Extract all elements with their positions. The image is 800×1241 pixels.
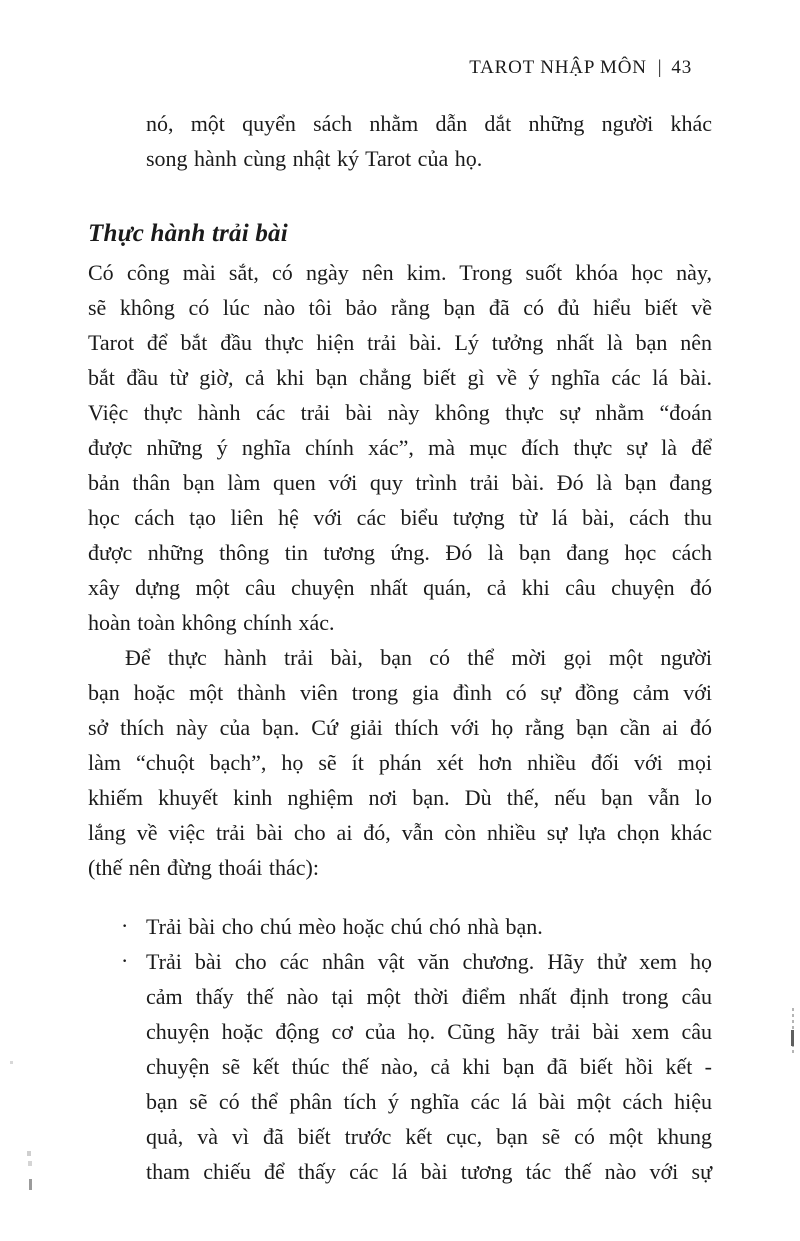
running-title: TAROT NHẬP MÔN [469, 57, 647, 78]
page-number: 43 [671, 57, 692, 78]
text-line: lắng về việc trải bài cho ai đó, vẫn còn nhiều sự lựa chọn khác [88, 820, 712, 845]
text-line: Trải bài cho các nhân vật văn chương. Hãy thử xem họ [146, 949, 712, 974]
page-header [88, 56, 712, 80]
text-line: nó, một quyển sách nhằm dẫn dắt những người khác [146, 111, 712, 136]
scan-artifact [791, 1030, 794, 1046]
text-line: Tarot để bắt đầu thực hiện trải bài. Lý tưởng nhất là bạn nên [88, 330, 712, 355]
text-line: song hành cùng nhật ký Tarot của họ. [146, 146, 483, 171]
text-line: Việc thực hành các trải bài này không thực sự nhằm “đoán [88, 400, 712, 425]
text-line: sở thích này của bạn. Cứ giải thích với họ rằng bạn cần ai đó [88, 715, 712, 740]
scan-artifact [29, 1179, 32, 1190]
text-line: chuyện hoặc động cơ của họ. Cũng hãy trải bài xem câu [146, 1019, 712, 1044]
text-line: sẽ không có lúc nào tôi bảo rằng bạn đã có đủ hiểu biết về [88, 295, 712, 320]
text-line: khiếm khuyết kinh nghiệm nơi bạn. Dù thế, nếu bạn vẫn lo [88, 785, 712, 810]
text-line: Để thực hành trải bài, bạn có thể mời gọi một người [125, 645, 712, 670]
text-line: cảm thấy thế nào tại một thời điểm nhất định trong câu [146, 984, 712, 1009]
text-line: bạn hoặc một thành viên trong gia đình có sự đồng cảm với [88, 680, 712, 705]
scan-artifact [28, 1161, 32, 1166]
text-line: xây dựng một câu chuyện nhất quán, cả khi câu chuyện đó [88, 575, 712, 600]
text-line: hoàn toàn không chính xác. [88, 610, 335, 635]
text-line: được những ý nghĩa chính xác”, mà mục đích thực sự là để [88, 435, 712, 460]
bullet-text-pets [146, 909, 712, 944]
text-line: làm “chuột bạch”, họ sẽ ít phán xét hơn nhiều đối với mọi [88, 750, 712, 775]
text-line: bạn sẽ có thể phân tích ý nghĩa các lá bài một cách hiệu [146, 1089, 712, 1114]
bullet-list [88, 909, 712, 1189]
bullet-icon: · [121, 948, 129, 973]
text-line: Trải bài cho chú mèo hoặc chú chó nhà bạn. [146, 914, 543, 939]
paragraph-invite-friend [88, 640, 712, 885]
list-item [88, 909, 712, 944]
section-heading: Thực hành trải bài [88, 220, 288, 247]
bullet-icon: · [121, 913, 129, 938]
text-line: bắt đầu từ giờ, cả khi bạn chẳng biết gì về ý nghĩa các lá bài. [88, 365, 712, 390]
scan-artifact [27, 1151, 31, 1156]
text-line: chuyện sẽ kết thúc thế nào, cả khi bạn đã biết hồi kết - [146, 1054, 712, 1079]
text-line: Có công mài sắt, có ngày nên kim. Trong suốt khóa học này, [88, 260, 712, 285]
text-line: bản thân bạn làm quen với quy trình trải bài. Đó là bạn đang [88, 470, 712, 495]
text-line: quả, và vì đã biết trước kết cục, bạn sẽ có một khung [146, 1124, 712, 1149]
text-line: tham chiếu để thấy các lá bài tương tác thế nào với sự [146, 1159, 712, 1184]
scan-artifact [10, 1061, 13, 1064]
text-line: (thế nên đừng thoái thác): [88, 855, 319, 880]
paragraph-practice-intro [88, 255, 712, 640]
header-separator: | [657, 57, 663, 78]
continuation-paragraph [146, 106, 712, 176]
text-line: được những thông tin tương ứng. Đó là bạn đang học cách [88, 540, 712, 565]
list-item [88, 944, 712, 1189]
text-line: học cách tạo liên hệ với các biểu tượng từ lá bài, cách thu [88, 505, 712, 530]
bullet-text-literary-characters [146, 944, 712, 1189]
